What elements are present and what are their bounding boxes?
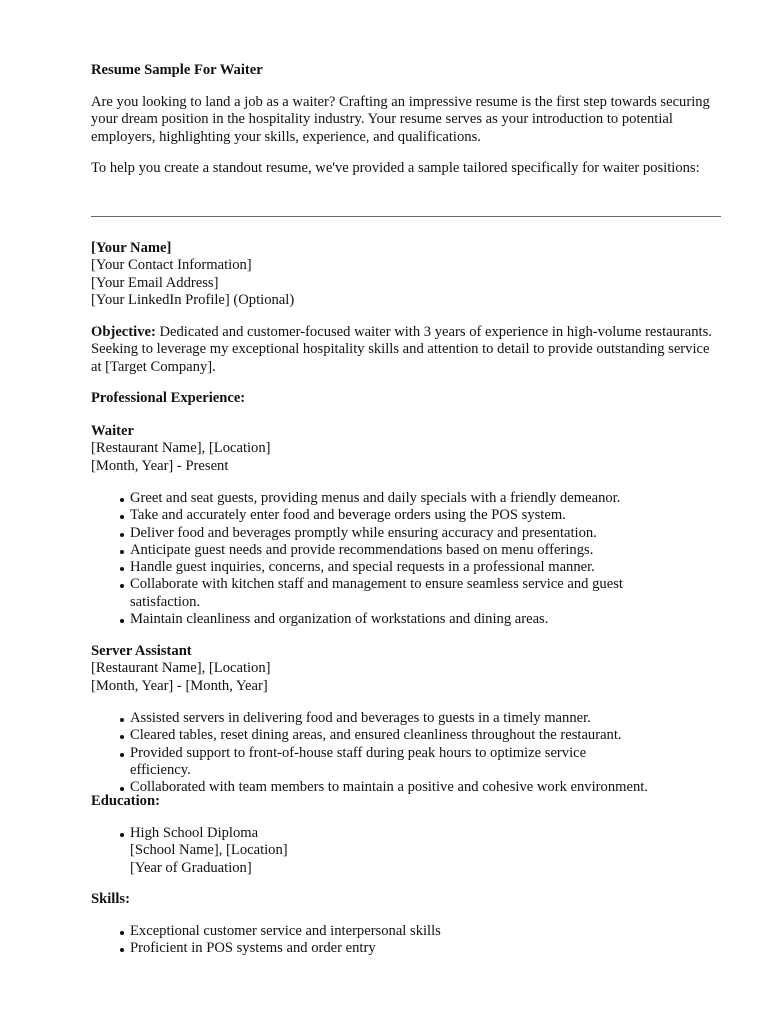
list-item: Cleared tables, reset dining areas, and ensured cleanliness throughout the restaurant. [91, 727, 650, 744]
education-list [91, 825, 650, 877]
skills-list [91, 923, 650, 958]
bullet-icon [120, 931, 124, 935]
job-entry [91, 423, 271, 475]
intro-paragraph: To help you create a standout resume, we've provided a sample tailored specifically for waiter positions: [91, 160, 700, 176]
bullet-icon [120, 753, 124, 757]
contact-email: [Your Email Address] [91, 274, 219, 291]
bullet-icon [120, 533, 124, 537]
intro-paragraph: Are you looking to land a job as a waiter? Crafting an impressive resume is the first step towards securing your dream position in the hospitality industry. Your resume serves as your introduction to potential employers, highlighting your skills, experience, and qualifications. [91, 94, 710, 145]
professional-experience-heading: Professional Experience: [91, 390, 246, 406]
bullet-icon [120, 498, 124, 502]
list-item [91, 825, 650, 877]
document-title: Resume Sample For Waiter [91, 62, 263, 78]
bullet-icon [120, 619, 124, 623]
education-school: [School Name], [Location] [130, 842, 288, 859]
list-item: Collaborated with team members to maintain a positive and cohesive work environment. [91, 779, 650, 796]
job-dates: [Month, Year] - Present [91, 457, 229, 474]
education-degree: High School Diploma [130, 825, 259, 841]
horizontal-divider [91, 216, 721, 217]
job-duties-list [91, 710, 650, 796]
job-dates: [Month, Year] - [Month, Year] [91, 677, 268, 694]
objective-text: Dedicated and customer-focused waiter with 3 years of experience in high-volume restaurants. Seeking to leverage my exceptional hospitality skills and attention to detail to provide outstanding service at [Target Company]. [91, 324, 712, 375]
list-item: Assisted servers in delivering food and beverages to guests in a timely manner. [91, 710, 650, 727]
education-year: [Year of Graduation] [130, 859, 252, 876]
list-item: Collaborate with kitchen staff and management to ensure seamless service and guest satisfaction. [91, 576, 650, 611]
list-item: Exceptional customer service and interpersonal skills [91, 923, 650, 940]
bullet-icon [120, 735, 124, 739]
contact-block [91, 240, 294, 309]
job-place: [Restaurant Name], [Location] [91, 440, 271, 457]
list-item: Handle guest inquiries, concerns, and special requests in a professional manner. [91, 559, 650, 576]
contact-linkedin: [Your LinkedIn Profile] (Optional) [91, 291, 295, 308]
bullet-icon [120, 787, 124, 791]
contact-name: [Your Name] [91, 240, 172, 256]
education-heading: Education: [91, 793, 160, 809]
objective-label: Objective: [91, 324, 156, 340]
list-item: Anticipate guest needs and provide recommendations based on menu offerings. [91, 542, 650, 559]
list-item: Take and accurately enter food and beverage orders using the POS system. [91, 507, 650, 524]
skills-heading: Skills: [91, 891, 130, 907]
bullet-icon [120, 718, 124, 722]
list-item: Deliver food and beverages promptly while ensuring accuracy and presentation. [91, 525, 650, 542]
list-item: Proficient in POS systems and order entry [91, 940, 650, 957]
list-item: Provided support to front-of-house staff during peak hours to optimize service efficiency. [91, 745, 650, 780]
list-item: Maintain cleanliness and organization of workstations and dining areas. [91, 611, 650, 628]
objective-section [91, 324, 721, 376]
job-place: [Restaurant Name], [Location] [91, 660, 271, 677]
job-title: Server Assistant [91, 643, 192, 659]
bullet-icon [120, 833, 124, 837]
bullet-icon [120, 584, 124, 588]
job-title: Waiter [91, 423, 134, 439]
job-duties-list [91, 490, 650, 628]
bullet-icon [120, 567, 124, 571]
bullet-icon [120, 948, 124, 952]
contact-info: [Your Contact Information] [91, 257, 252, 274]
list-item: Greet and seat guests, providing menus and daily specials with a friendly demeanor. [91, 490, 650, 507]
job-entry [91, 643, 271, 695]
bullet-icon [120, 550, 124, 554]
bullet-icon [120, 515, 124, 519]
